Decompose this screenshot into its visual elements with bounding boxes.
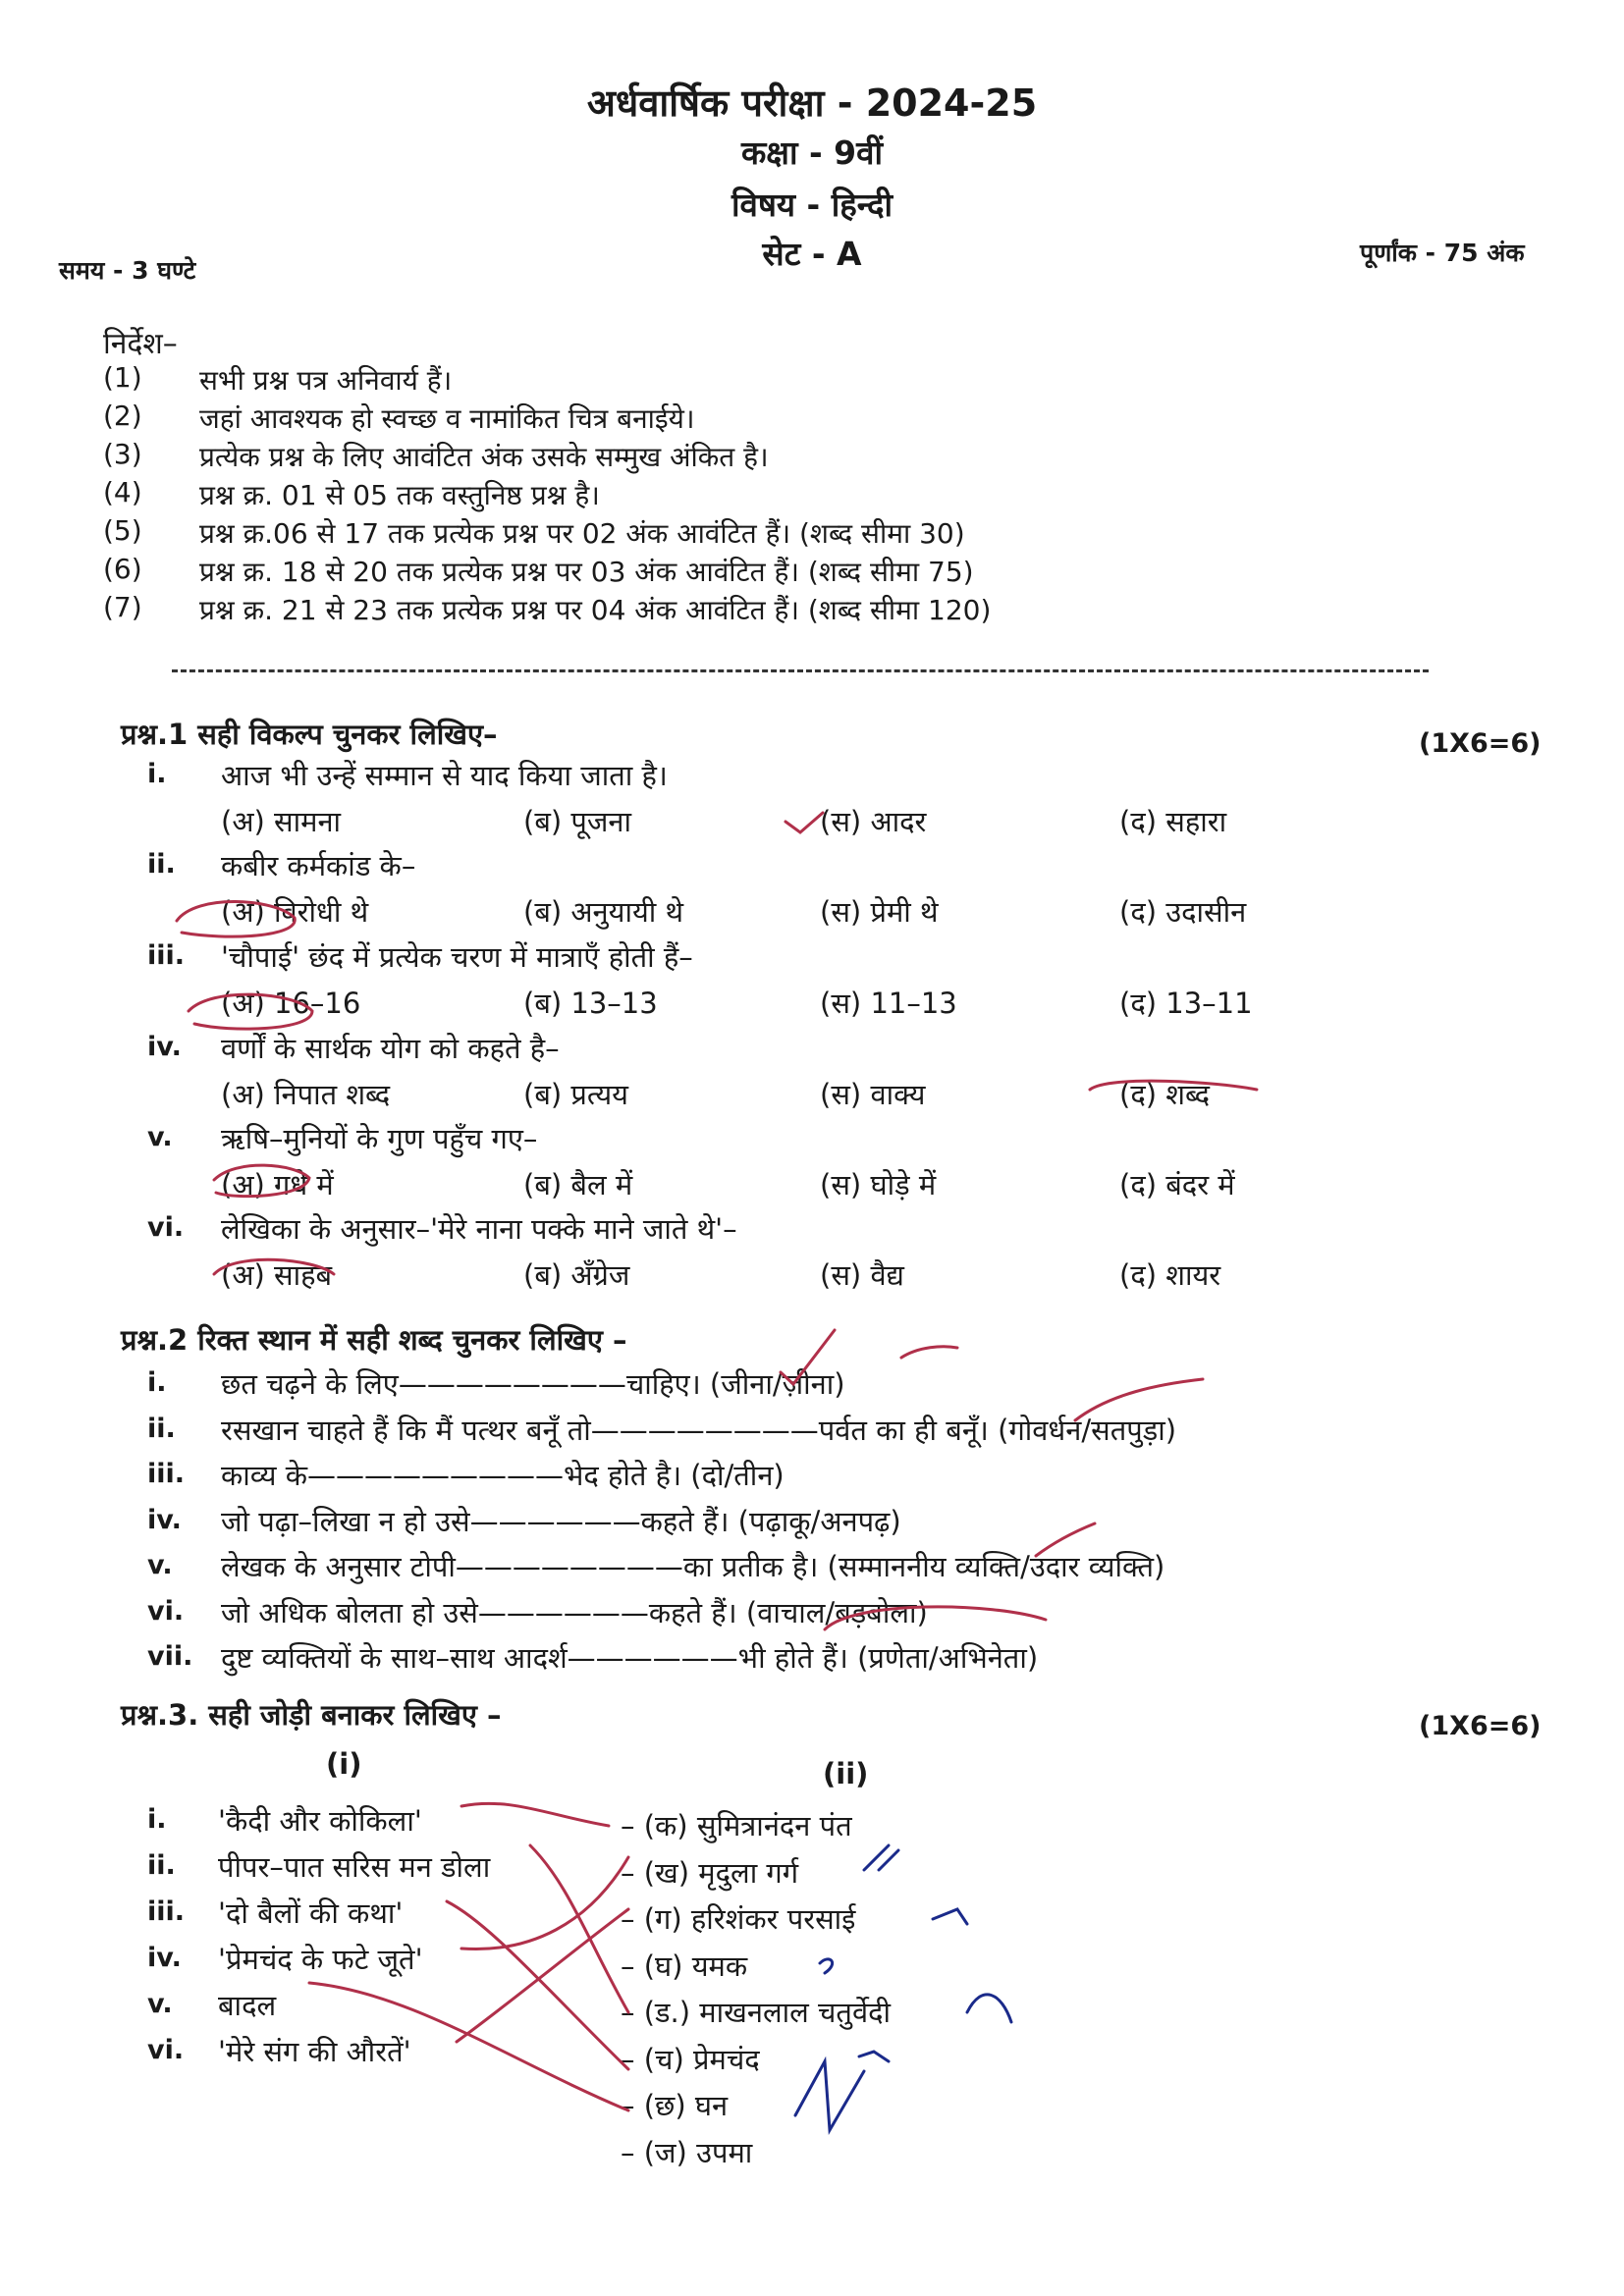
q1-item-option: (द) शायर <box>1119 1258 1221 1292</box>
q1-item-option: (द) बंदर में <box>1119 1168 1235 1201</box>
q2-item-text: रसखान चाहते हैं कि मैं पत्थर बनूँ तो————————पर्वत का ही बनूँ। (गोवर्धन/सतपुड़ा) <box>221 1413 1177 1447</box>
q2-item-number: ii. <box>147 1413 176 1444</box>
q1-item-option: (द) सहारा <box>1119 805 1227 838</box>
q3-right-item: – (क) सुमित्रानंदन पंत <box>621 1809 852 1842</box>
q1-item-option: (द) शब्द <box>1119 1078 1211 1111</box>
q3-left-number: iii. <box>147 1896 186 1927</box>
q1-item-question: आज भी उन्हें सम्मान से याद किया जाता है। <box>221 759 668 792</box>
q3-left-number: ii. <box>147 1850 176 1881</box>
q3-left-item: 'कैदी और कोकिला' <box>218 1804 422 1838</box>
q3-right-item: – (ड.) माखनलाल चतुर्वेदी <box>621 1996 892 2029</box>
q2-heading: प्रश्न.2 रिक्त स्थान में सही शब्द चुनकर लिखिए – <box>121 1323 627 1357</box>
q2-item-number: i. <box>147 1367 167 1398</box>
time-label: समय - 3 घण्टे <box>59 256 196 285</box>
q1-item-number: vi. <box>147 1212 185 1243</box>
q1-item-option: (ब) प्रत्यय <box>523 1078 628 1111</box>
q1-item-option: (अ) गधे में <box>221 1168 334 1201</box>
q3-column-2-head: (ii) <box>823 1757 869 1790</box>
instruction-text: प्रश्न क्र. 21 से 23 तक प्रत्येक प्रश्न पर 04 अंक आवंटित हैं। (शब्द सीमा 120) <box>199 594 992 626</box>
q3-left-item: बादल <box>218 1989 277 2022</box>
subject-label: विषय - हिन्दी <box>731 186 893 224</box>
q1-item-option: (अ) 16–16 <box>221 987 361 1020</box>
q1-item-number: v. <box>147 1122 173 1152</box>
instruction-number: (6) <box>103 553 142 585</box>
q2-item-number: vii. <box>147 1641 193 1672</box>
q1-item-option: (ब) अँग्रेज <box>523 1258 630 1292</box>
q1-item-option: (ब) बैल में <box>523 1168 633 1201</box>
instruction-text: जहां आवश्यक हो स्वच्छ व नामांकित चित्र बनाईये। <box>199 402 695 435</box>
q3-right-item: – (ख) मृदुला गर्ग <box>621 1855 799 1890</box>
pen-q3-gha <box>820 1959 833 1973</box>
q3-right-item: – (घ) यमक <box>621 1949 748 1983</box>
q1-item-number: iv. <box>147 1032 182 1062</box>
q3-right-item: – (ग) हरिशंकर परसाई <box>621 1902 856 1936</box>
q1-item-option: (स) प्रेमी थे <box>820 895 939 929</box>
q1-item-number: ii. <box>147 849 176 880</box>
q3-left-item: पीपर–पात सरिस मन डोला <box>218 1850 491 1884</box>
q2-item-number: vi. <box>147 1595 185 1627</box>
exam-title: अर्धवार्षिक परीक्षा - 2024-25 <box>586 81 1038 125</box>
q1-item-question: लेखिका के अनुसार–'मेरे नाना पक्के माने जाते थे'– <box>221 1212 737 1246</box>
pen-q3-kha <box>864 1845 898 1870</box>
q1-item-question: वर्णों के सार्थक योग को कहते है– <box>221 1032 560 1065</box>
set-label: सेट - A <box>762 235 862 273</box>
q1-item-option: (ब) 13–13 <box>523 987 658 1020</box>
instructions-heading: निर्देश– <box>103 327 178 361</box>
q1-item-option: (द) 13–11 <box>1119 987 1253 1020</box>
q3-left-number: v. <box>147 1989 173 2019</box>
q1-item-option: (अ) साहब <box>221 1258 333 1292</box>
q1-item-option: (स) वैद्य <box>820 1258 904 1292</box>
q2-item-text: छत चढ़ने के लिए————————चाहिए। (जीना/ज़ीना) <box>221 1367 845 1401</box>
instruction-number: (7) <box>103 591 142 623</box>
instruction-text: प्रश्न क्र. 18 से 20 तक प्रत्येक प्रश्न पर 03 अंक आवंटित हैं। (शब्द सीमा 75) <box>199 556 974 588</box>
q3-left-number: iv. <box>147 1943 182 1973</box>
max-marks-label: पूर्णांक - 75 अंक <box>1360 239 1525 267</box>
pen-q3-nga <box>967 1995 1011 2022</box>
instruction-number: (5) <box>103 514 142 547</box>
q1-item-question: ऋषि–मुनियों के गुण पहुँच गए– <box>221 1122 538 1155</box>
q1-item-option: (स) 11–13 <box>820 987 957 1020</box>
q2-item-number: iii. <box>147 1459 186 1489</box>
q1-item-option: (ब) अनुयायी थे <box>523 895 684 929</box>
q1-item-option: (अ) विरोधी थे <box>221 895 369 929</box>
q2-item-text: लेखक के अनुसार टोपी————————का प्रतीक है। (सम्माननीय व्यक्ति/उदार व्यक्ति) <box>221 1550 1165 1583</box>
q1-item-option: (स) वाक्य <box>820 1078 926 1111</box>
q1-item-option: (स) आदर <box>820 805 927 838</box>
q3-left-item: 'मेरे संग की औरतें' <box>218 2035 411 2068</box>
match-line-3 <box>447 1901 628 2069</box>
match-line-6 <box>457 1909 628 2042</box>
q1-item-question: कबीर कर्मकांड के– <box>221 849 416 882</box>
mark-q2-i <box>901 1347 957 1358</box>
tick-q1-i <box>785 813 823 832</box>
q2-item-text: काव्य के—————————भेद होते है। (दो/तीन) <box>221 1459 785 1492</box>
match-line-2 <box>530 1845 628 2012</box>
instruction-text: प्रश्न क्र.06 से 17 तक प्रत्येक प्रश्न पर 02 अंक आवंटित हैं। (शब्द सीमा 30) <box>199 517 965 550</box>
q2-item-number: v. <box>147 1550 173 1580</box>
q3-right-item: – (छ) घन <box>621 2089 729 2122</box>
q1-item-question: 'चौपाई' छंद में प्रत्येक चरण में मात्राएँ होती हैं– <box>221 940 693 974</box>
q3-left-item: 'दो बैलों की कथा' <box>218 1896 404 1930</box>
q3-right-item: – (च) प्रेमचंद <box>621 2042 760 2076</box>
divider <box>172 669 1429 672</box>
q3-left-number: i. <box>147 1804 167 1835</box>
pen-q3-ga <box>933 1909 967 1924</box>
q1-heading: प्रश्न.1 सही विकल्प चुनकर लिखिए– <box>121 718 498 751</box>
q2-item-text: जो अधिक बोलता हो उसे——————कहते हैं। (वाचाल/बड़बोला) <box>221 1595 928 1629</box>
q1-marks: (1X6=6) <box>1419 728 1542 759</box>
q1-item-option: (अ) सामना <box>221 805 342 838</box>
instruction-number: (1) <box>103 361 142 394</box>
instruction-number: (2) <box>103 400 142 432</box>
class-label: कक्षा - 9वीं <box>740 133 884 172</box>
q1-item-option: (स) घोड़े में <box>820 1168 937 1201</box>
pen-q3-cha <box>859 2052 889 2061</box>
q2-item-number: iv. <box>147 1504 182 1535</box>
q3-heading: प्रश्न.3. सही जोड़ी बनाकर लिखिए – <box>121 1698 502 1732</box>
q1-item-option: (ब) पूजना <box>523 805 632 838</box>
q1-item-option: (द) उदासीन <box>1119 895 1247 929</box>
q3-column-1-head: (i) <box>326 1747 362 1781</box>
instruction-number: (4) <box>103 476 142 508</box>
pen-scribble <box>795 2061 864 2130</box>
q2-item-text: जो पढ़ा–लिखा न हो उसे——————कहते हैं। (पढ़ाकू/अनपढ़) <box>221 1504 901 1538</box>
q3-left-number: vi. <box>147 2035 185 2065</box>
q2-item-text: दुष्ट व्यक्तियों के साथ–साथ आदर्श——————भी होते हैं। (प्रणेता/अभिनेता) <box>221 1641 1039 1675</box>
q1-item-number: iii. <box>147 940 186 971</box>
instruction-text: प्रश्न क्र. 01 से 05 तक वस्तुनिष्ठ प्रश्न है। <box>199 479 600 511</box>
q3-marks: (1X6=6) <box>1419 1711 1542 1741</box>
q3-left-item: 'प्रेमचंद के फटे जूते' <box>218 1943 423 1976</box>
q3-right-item: – (ज) उपमा <box>621 2135 753 2169</box>
match-line-1 <box>461 1803 609 1826</box>
instruction-number: (3) <box>103 438 142 470</box>
instruction-text: सभी प्रश्न पत्र अनिवार्य हैं। <box>199 364 453 397</box>
q1-item-option: (अ) निपात शब्द <box>221 1078 391 1111</box>
q1-item-number: i. <box>147 759 167 789</box>
instruction-text: प्रत्येक प्रश्न के लिए आवंटित अंक उसके सम्मुख अंकित है। <box>199 441 769 473</box>
